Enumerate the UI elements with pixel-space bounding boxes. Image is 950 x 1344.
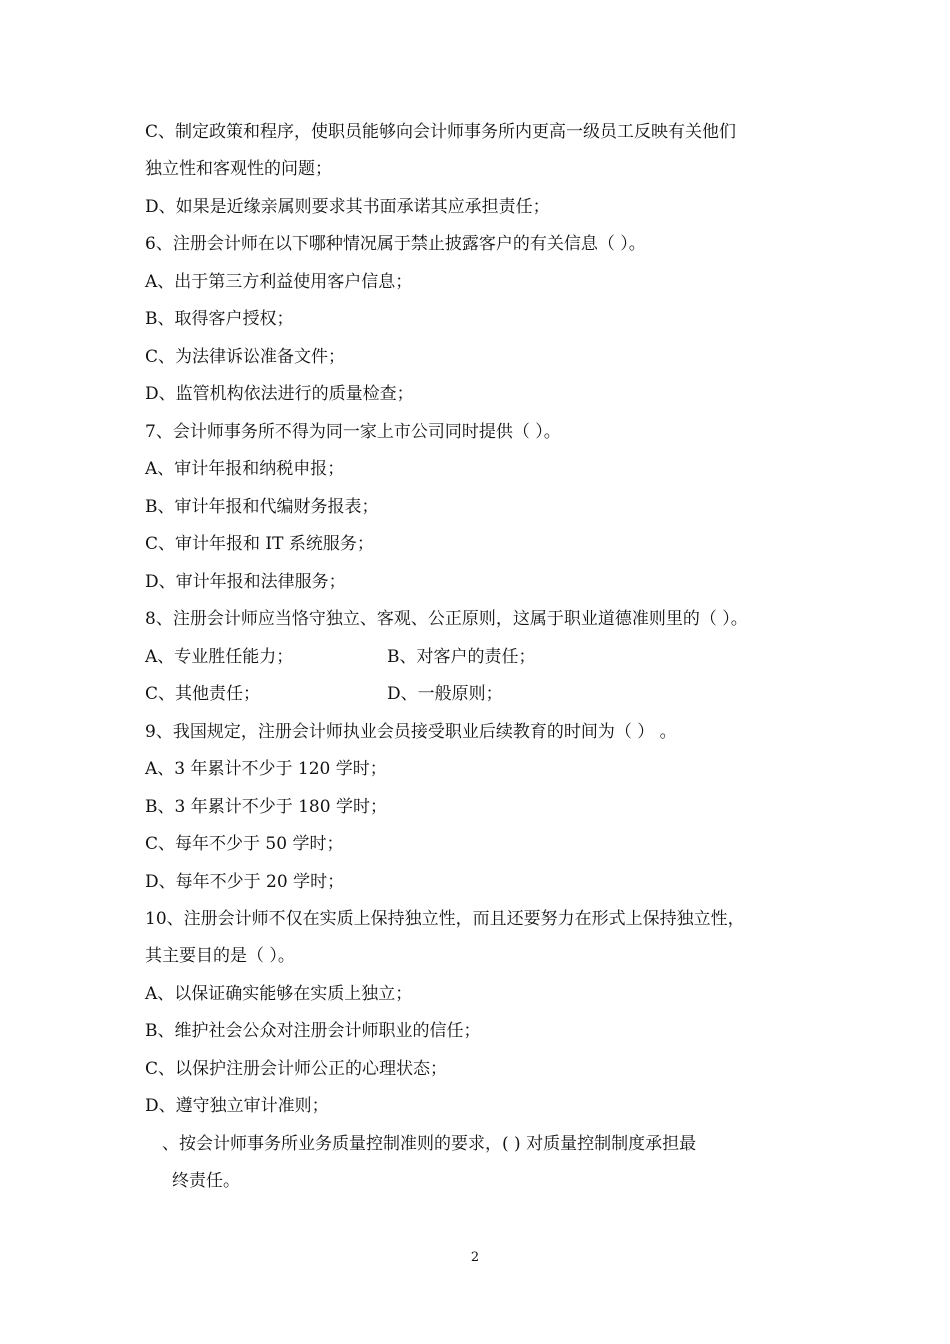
text-line: 其主要目的是（ ）。 [145, 946, 295, 966]
option-b: B、3 年累计不少于 180 学时； [145, 797, 387, 817]
option-a: A、出于第三方利益使用客户信息； [145, 272, 413, 292]
option-d: D、一般原则； [387, 684, 503, 704]
option-a: A、审计年报和纳税申报； [145, 459, 345, 479]
question-6: 6、注册会计师在以下哪种情况属于禁止披露客户的有关信息（ ）。 [145, 234, 646, 254]
option-d: D、监管机构依法进行的质量检查； [145, 384, 414, 404]
option-c: C、其他责任； [145, 684, 261, 704]
option-b: B、对客户的责任； [387, 647, 536, 667]
text-line: 终责任。 [172, 1171, 240, 1191]
question-10: 10、注册会计师不仅在实质上保持独立性，而且还要努力在形式上保持独立性， [145, 909, 745, 929]
option-b: B、维护社会公众对注册会计师职业的信任； [145, 1021, 481, 1041]
text-line: C、制定政策和程序，使职员能够向会计师事务所内更高一级员工反映有关他们 [145, 122, 737, 142]
option-c: C、审计年报和 IT 系统服务； [145, 534, 374, 554]
option-a: A、专业胜任能力； [145, 647, 294, 667]
page-number: 2 [470, 1250, 480, 1265]
option-c: C、以保护注册会计师公正的心理状态； [145, 1059, 448, 1079]
question-9: 9、我国规定，注册会计师执业会员接受职业后续教育的时间为（ ） 。 [145, 722, 677, 742]
option-c: C、为法律诉讼准备文件； [145, 347, 346, 367]
option-d: D、遵守独立审计准则； [145, 1096, 329, 1116]
option-d: D、每年不少于 20 学时； [145, 872, 345, 892]
option-b: B、取得客户授权； [145, 309, 294, 329]
text-line: 独立性和客观性的问题； [145, 159, 332, 179]
option-b: B、审计年报和代编财务报表； [145, 497, 379, 517]
option-d: D、审计年报和法律服务； [145, 572, 346, 592]
option-a: A、3 年累计不少于 120 学时； [145, 759, 387, 779]
option-c: C、每年不少于 50 学时； [145, 834, 344, 854]
option-a: A、以保证确实能够在实质上独立； [145, 984, 413, 1004]
question-7: 7、会计师事务所不得为同一家上市公司同时提供（ ）。 [145, 422, 561, 442]
question-11: 、按会计师事务所业务质量控制准则的要求，( ) 对质量控制制度承担最 [162, 1134, 697, 1154]
text-line: D、如果是近缘亲属则要求其书面承诺其应承担责任； [145, 197, 550, 217]
question-8: 8、注册会计师应当恪守独立、客观、公正原则，这属于职业道德准则里的（ ）。 [145, 609, 748, 629]
